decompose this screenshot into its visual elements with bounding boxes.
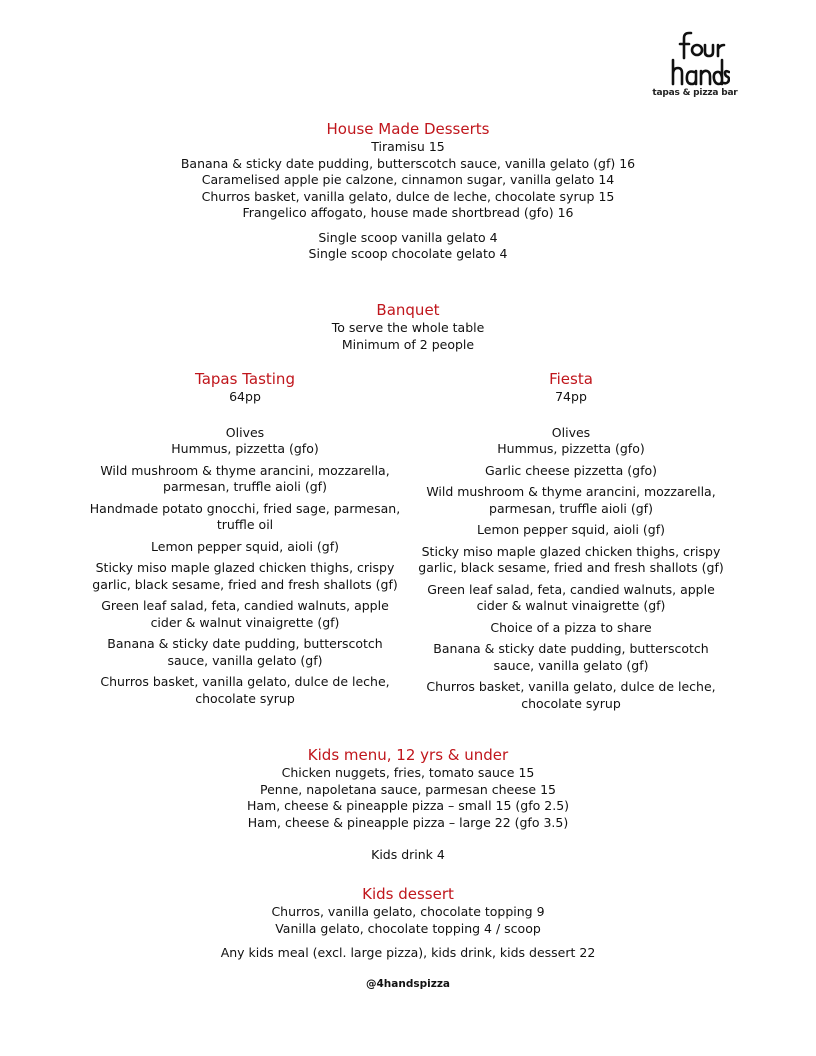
kids-dessert-title: Kids dessert [362,885,454,903]
kids-dessert-item: Vanilla gelato, chocolate topping 4 / scoop [275,920,541,936]
fiesta-item: Green leaf salad, feta, candied walnuts, apple cider & walnut vinaigrette (gf) [427,581,715,613]
banquet-line: To serve the whole table [331,320,485,335]
fiesta-price: 74pp [555,389,587,404]
fiesta-title: Fiesta [549,370,593,388]
fiesta-item: Churros basket, vanilla gelato, dulce de leche, chocolate syrup [426,679,716,711]
dessert-item: Frangelico affogato, house made shortbread (gfo) 16 [242,205,574,220]
gelato-scoop-item: Single scoop vanilla gelato 4 [318,229,498,245]
kids-item: Chicken nuggets, fries, tomato sauce 15 [281,765,535,780]
tapas-price: 64pp [229,389,261,404]
fiesta-item: Choice of a pizza to share [490,619,652,635]
tapas-title: Tapas Tasting [195,370,295,388]
kids-menu-title: Kids menu, 12 yrs & under [307,746,509,764]
tapas-tasting-column [80,369,410,712]
dessert-item: Banana & sticky date pudding, butterscotch sauce, vanilla gelato (gf) 16 [180,155,636,171]
tapas-item: Olives Hummus, pizzetta (gfo) [171,424,319,456]
banquet-line: Minimum of 2 people [341,336,475,352]
gelato-scoop-item: Single scoop chocolate gelato 4 [308,246,508,261]
fiesta-column [406,369,736,717]
banquet-section [0,300,816,353]
tapas-item: Handmade potato gnocchi, fried sage, parmesan, truffle oil [89,500,401,532]
fiesta-item: Sticky miso maple glazed chicken thighs, crispy garlic, black sesame, fried and fresh shallots (gf) [418,543,724,575]
dessert-item: Churros basket, vanilla gelato, dulce de leche, chocolate syrup 15 [201,188,615,204]
kids-menu-section [0,745,816,864]
dessert-item: Caramelised apple pie calzone, cinnamon sugar, vanilla gelato 14 [201,172,615,187]
four-hands-logo-icon [668,30,730,88]
tapas-item: Banana & sticky date pudding, butterscotch sauce, vanilla gelato (gf) [107,636,383,668]
fiesta-item: Lemon pepper squid, aioli (gf) [477,522,665,537]
logo-tagline: tapas & pizza bar [652,88,738,98]
kids-dessert-section [0,884,816,962]
fiesta-item: Wild mushroom & thyme arancini, mozzarella, parmesan, truffle aioli (gf) [426,484,716,516]
desserts-section [0,119,816,263]
tapas-item: Churros basket, vanilla gelato, dulce de leche, chocolate syrup [100,674,390,706]
tapas-item: Lemon pepper squid, aioli (gf) [151,538,339,554]
social-handle: @4handspizza [365,978,451,990]
kids-item: Penne, napoletana sauce, parmesan cheese 15 [259,781,557,797]
dessert-item: Tiramisu 15 [371,139,445,154]
kids-combo: Any kids meal (excl. large pizza), kids drink, kids dessert 22 [220,945,596,960]
fiesta-item: Olives Hummus, pizzetta (gfo) [497,424,645,456]
brand-logo [640,30,750,102]
fiesta-item: Banana & sticky date pudding, butterscotch sauce, vanilla gelato (gf) [433,641,709,673]
tapas-item: Green leaf salad, feta, candied walnuts, apple cider & walnut vinaigrette (gf) [101,598,389,630]
kids-drink: Kids drink 4 [371,847,445,862]
banquet-title: Banquet [376,301,440,319]
kids-item: Ham, cheese & pineapple pizza – small 15 (gfo 2.5) [246,798,570,813]
kids-item: Ham, cheese & pineapple pizza – large 22 (gfo 3.5) [247,814,569,830]
kids-dessert-item: Churros, vanilla gelato, chocolate topping 9 [271,904,545,919]
desserts-title: House Made Desserts [326,120,490,138]
tapas-item: Wild mushroom & thyme arancini, mozzarella, parmesan, truffle aioli (gf) [100,462,390,494]
tapas-item: Sticky miso maple glazed chicken thighs, crispy garlic, black sesame, fried and fresh shallots (gf) [92,560,398,592]
fiesta-item: Garlic cheese pizzetta (gfo) [484,462,658,478]
